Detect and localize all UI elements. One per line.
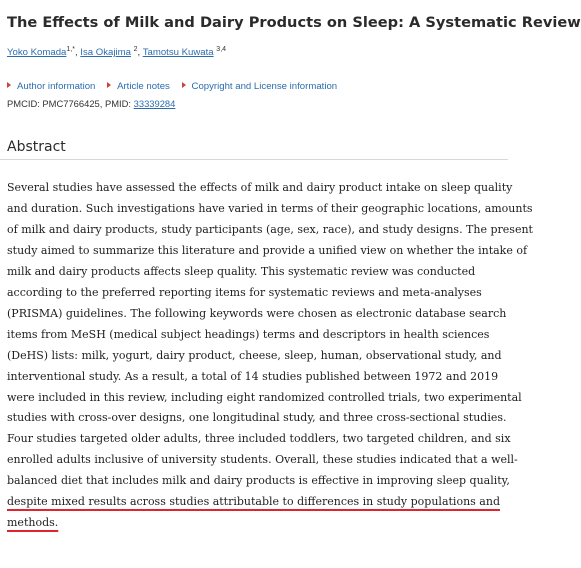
article-title: The Effects of Milk and Dairy Products on Sleep: A Systematic Review: [7, 14, 581, 31]
author-information-label: Author information: [17, 81, 96, 92]
abstract-line: Four studies targeted older adults, three included toddlers, two targeted children, and six: [7, 432, 511, 446]
author-affiliation-sup: 2: [133, 45, 138, 53]
abstract-line: (DeHS) lists: milk, yogurt, dairy product, cheese, sleep, human, observational study, and: [7, 348, 502, 362]
abstract-line: study aimed to summarize this literature and provide a unified view on whether the intake of: [7, 243, 528, 257]
article-notes-label: Article notes: [117, 81, 170, 92]
author-affiliation-sup: 3,4: [216, 45, 227, 53]
abstract-line: studies with cross-over designs, one longitudinal study, and three cross-sectional studies.: [7, 411, 507, 425]
abstract-line-highlighted: methods.: [7, 516, 59, 530]
abstract-text: [7, 178, 533, 534]
abstract-line: and duration. Such investigations have varied in terms of their geographic locations, amounts: [7, 201, 533, 215]
article-notes-link[interactable]: [107, 80, 170, 94]
abstract-line: Several studies have assessed the effects of milk and dairy product intake on sleep quality: [7, 181, 513, 194]
copyright-license-link[interactable]: [182, 80, 338, 94]
author-link-okajima[interactable]: Isa Okajima: [80, 47, 131, 58]
abstract-line: (PRISMA) guidelines. The following keywords were chosen as electronic database search: [7, 306, 507, 320]
abstract-line: balanced diet that includes milk and dairy products is effective in improving sleep quality,: [7, 474, 510, 488]
pmcid-label: PMCID:: [7, 98, 40, 109]
triangle-right-icon: [107, 82, 111, 88]
copyright-license-label: Copyright and License information: [191, 81, 338, 92]
author-information-link[interactable]: [7, 80, 95, 94]
author-link-komada[interactable]: Yoko Komada: [7, 47, 67, 58]
author-list: [7, 46, 226, 60]
abstract-line: of milk and dairy products, study participants (age, sex, race), and study designs. The present: [7, 222, 533, 236]
article-identifiers: [7, 97, 175, 111]
author-separator: ,: [137, 47, 141, 58]
abstract-line: items from MeSH (medical subject headings) terms and descriptors in health sciences: [7, 327, 490, 341]
triangle-right-icon: [7, 82, 11, 88]
abstract-line: according to the preferred reporting items for systematic reviews and meta-analyses: [7, 285, 482, 299]
author-separator: ,: [74, 47, 78, 58]
triangle-right-icon: [182, 82, 186, 88]
abstract-line: enrolled adults inclusive of university students. Overall, these studies indicated that a well-: [7, 453, 518, 467]
id-separator: ,: [99, 98, 103, 109]
pmid-link[interactable]: 33339284: [133, 98, 176, 109]
pmcid-value: PMC7766425: [42, 98, 100, 109]
abstract-line: milk and dairy products affects sleep quality. This systematic review was conducted: [7, 264, 476, 278]
abstract-line-highlighted-wrap: [7, 513, 527, 534]
author-affiliation-sup: 1,*: [66, 45, 75, 53]
abstract-heading: Abstract: [7, 139, 66, 155]
author-link-kuwata[interactable]: Tamotsu Kuwata: [142, 47, 214, 58]
section-divider: [0, 159, 508, 160]
abstract-line-highlighted: despite mixed results across studies attributable to differences in study populations and: [7, 495, 500, 509]
abstract-line: interventional study. As a result, a total of 14 studies published between 1972 and 2019: [7, 369, 499, 383]
article-meta-links: [7, 80, 346, 94]
abstract-line: were included in this review, including eight randomized controlled trials, two experimental: [7, 390, 522, 404]
pmid-label: PMID:: [104, 98, 132, 109]
